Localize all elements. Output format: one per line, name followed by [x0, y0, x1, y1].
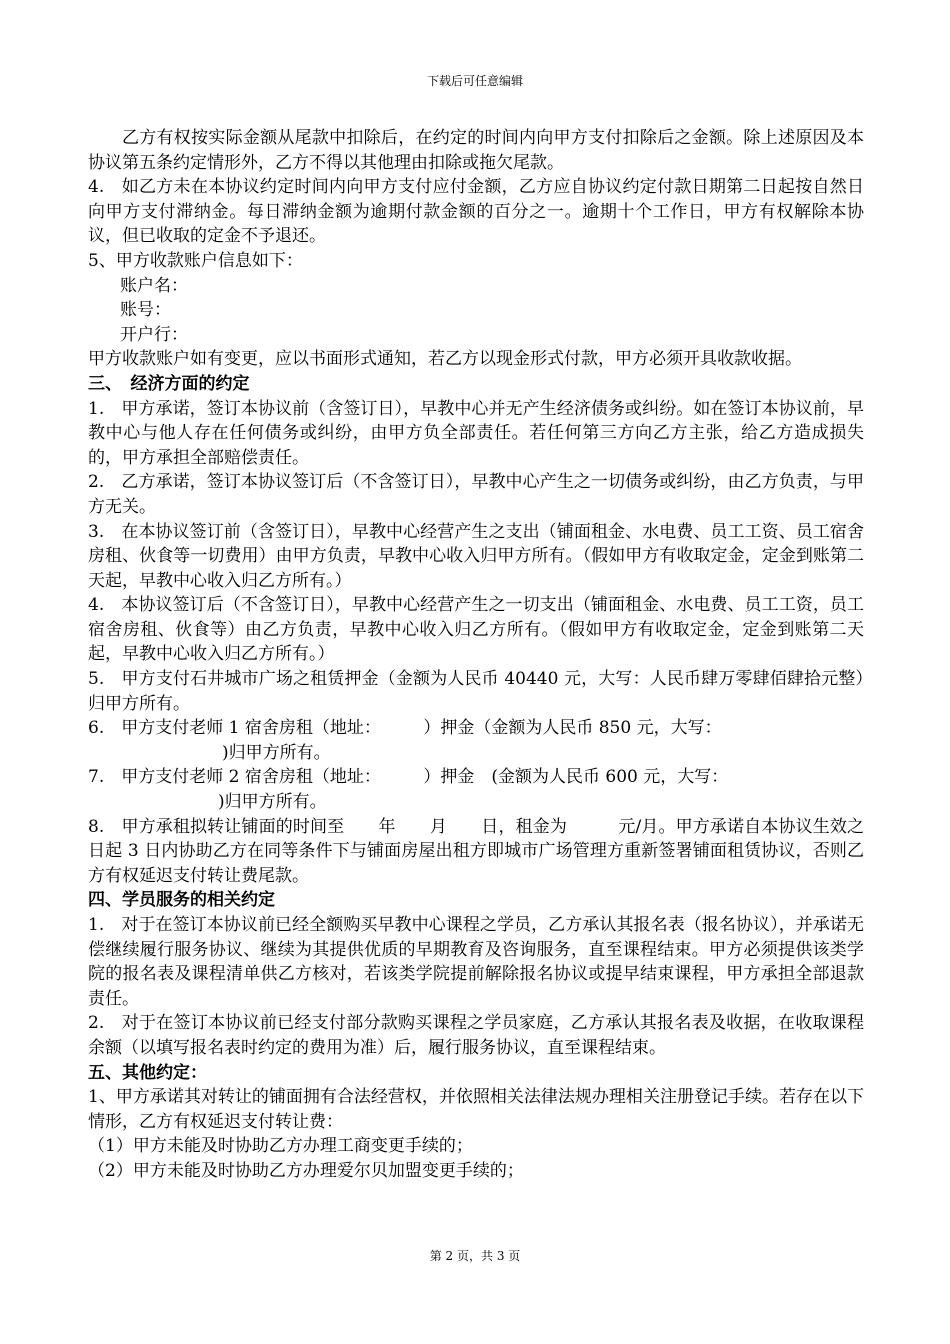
clause-account-info: 5、甲方收款账户信息如下： [88, 250, 303, 271]
economic-clause-6-end: )归甲方所有。 [222, 742, 331, 763]
other-clause-1-item-1: （1）甲方未能及时协助乙方办理工商变更手续的； [88, 1136, 473, 1157]
page-header: 下载后可任意编辑 [426, 74, 523, 88]
student-clause-2: 2. 对于在签订本协议前已经支付部分款购买课程之学员家庭，乙方承认其报名表及收据，在收取课程余额（以填写报名表时约定的费用为准）后，履行服务协议，直至课程结束。 [88, 1013, 864, 1058]
economic-clause-2: 2. 乙方承诺，签订本协议签订后（不含签订日），早教中心产生之一切债务或纠纷，由乙方负责，与甲方无关。 [88, 472, 864, 517]
clause-late-fee: 4. 如乙方未在本协议约定时间内向甲方支付应付金额，乙方应自协议约定付款日期第二日起按自然日向甲方支付滞纳金。每日滞纳金额为逾期付款金额的百分之一。逾期十个工作日，甲方有权解除本协议，但已收取的定金不予退还。 [88, 177, 864, 247]
economic-clause-6 [88, 716, 864, 765]
page-footer: 第 2 页，共 3 页 [429, 1249, 521, 1263]
section-heading-student-services: 四、学员服务的相关约定 [88, 890, 275, 911]
economic-clause-7 [88, 765, 864, 814]
economic-clause-7-text: 7. 甲方支付老师 2 宿舍房租（地址： ）押金 (金额为人民币 600 元，大写： [88, 767, 729, 788]
paragraph-deduction: 乙方有权按实际金额从尾款中扣除后，在约定的时间内向甲方支付扣除后之金额。除上述原因及本协议第五条约定情形外，乙方不得以其他理由扣除或拖欠尾款。 [88, 128, 864, 173]
account-number-field: 账号： [120, 300, 171, 321]
economic-clause-8: 8. 甲方承租拟转让铺面的时间至 年 月 日，租金为 元/月。甲方承诺自本协议生效之日起 3 日内协助乙方在同等条件下与铺面房屋出租方即城市广场管理方重新签署铺面租赁协议，否则乙方有权延迟支付转让费尾款。 [88, 816, 864, 886]
document-body [88, 126, 864, 1184]
student-clause-1: 1. 对于在签订本协议前已经全额购买早教中心课程之学员，乙方承认其报名表（报名协议），并承诺无偿继续履行服务协议、继续为其提供优质的早期教育及咨询服务，直至课程结束。甲方必须提供该类学院的报名表及课程清单供乙方核对，若该类学院提前解除报名协议或提早结束课程，甲方承担全部退款责任。 [88, 915, 864, 1009]
economic-clause-7-end: )归甲方所有。 [218, 792, 327, 813]
account-bank-field: 开户行： [120, 324, 188, 345]
economic-clause-1: 1. 甲方承诺，签订本协议前（含签订日），早教中心并无产生经济债务或纠纷。如在签订本协议前，早教中心与他人存在任何债务或纠纷，由甲方负全部责任。若任何第三方向乙方主张，给乙方造成损失的，甲方承担全部赔偿责任。 [88, 398, 864, 468]
economic-clause-4: 4. 本协议签订后（不含签订日），早教中心经营产生之一切支出（铺面租金、水电费、员工工资，员工宿舍房租、伙食等）由乙方负责，早教中心收入归乙方所有。（假如甲方有收取定金，定金到账第二天起，早教中心收入归乙方所有。） [88, 595, 864, 665]
economic-clause-3: 3. 在本协议签订前（含签订日），早教中心经营产生之支出（铺面租金、水电费、员工工资、员工宿舍房租、伙食等一切费用）由甲方负责，早教中心收入归甲方所有。（假如甲方有收取定金，定金到账第二天起，早教中心收入归乙方所有。） [88, 521, 864, 591]
account-name-field: 账户名： [120, 275, 188, 296]
paragraph-account-change: 甲方收款账户如有变更，应以书面形式通知，若乙方以现金形式付款，甲方必须开具收款收据。 [88, 349, 802, 370]
other-clause-1: 1、甲方承诺其对转让的铺面拥有合法经营权，并依照相关法律法规办理相关注册登记手续。若存在以下情形，乙方有权延迟支付转让费： [88, 1087, 864, 1132]
economic-clause-5: 5. 甲方支付石井城市广场之租赁押金（金额为人民币 40440 元，大写：人民币肆万零肆佰肆拾元整）归甲方所有。 [88, 669, 864, 714]
section-heading-other: 五、其他约定： [88, 1062, 207, 1083]
section-heading-economic: 三、 经济方面的约定 [88, 373, 250, 394]
economic-clause-6-text: 6. 甲方支付老师 1 宿舍房租（地址： ）押金（金额为人民币 850 元，大写： [88, 718, 722, 739]
other-clause-1-item-2: （2）甲方未能及时协助乙方办理爱尔贝加盟变更手续的； [88, 1160, 524, 1181]
